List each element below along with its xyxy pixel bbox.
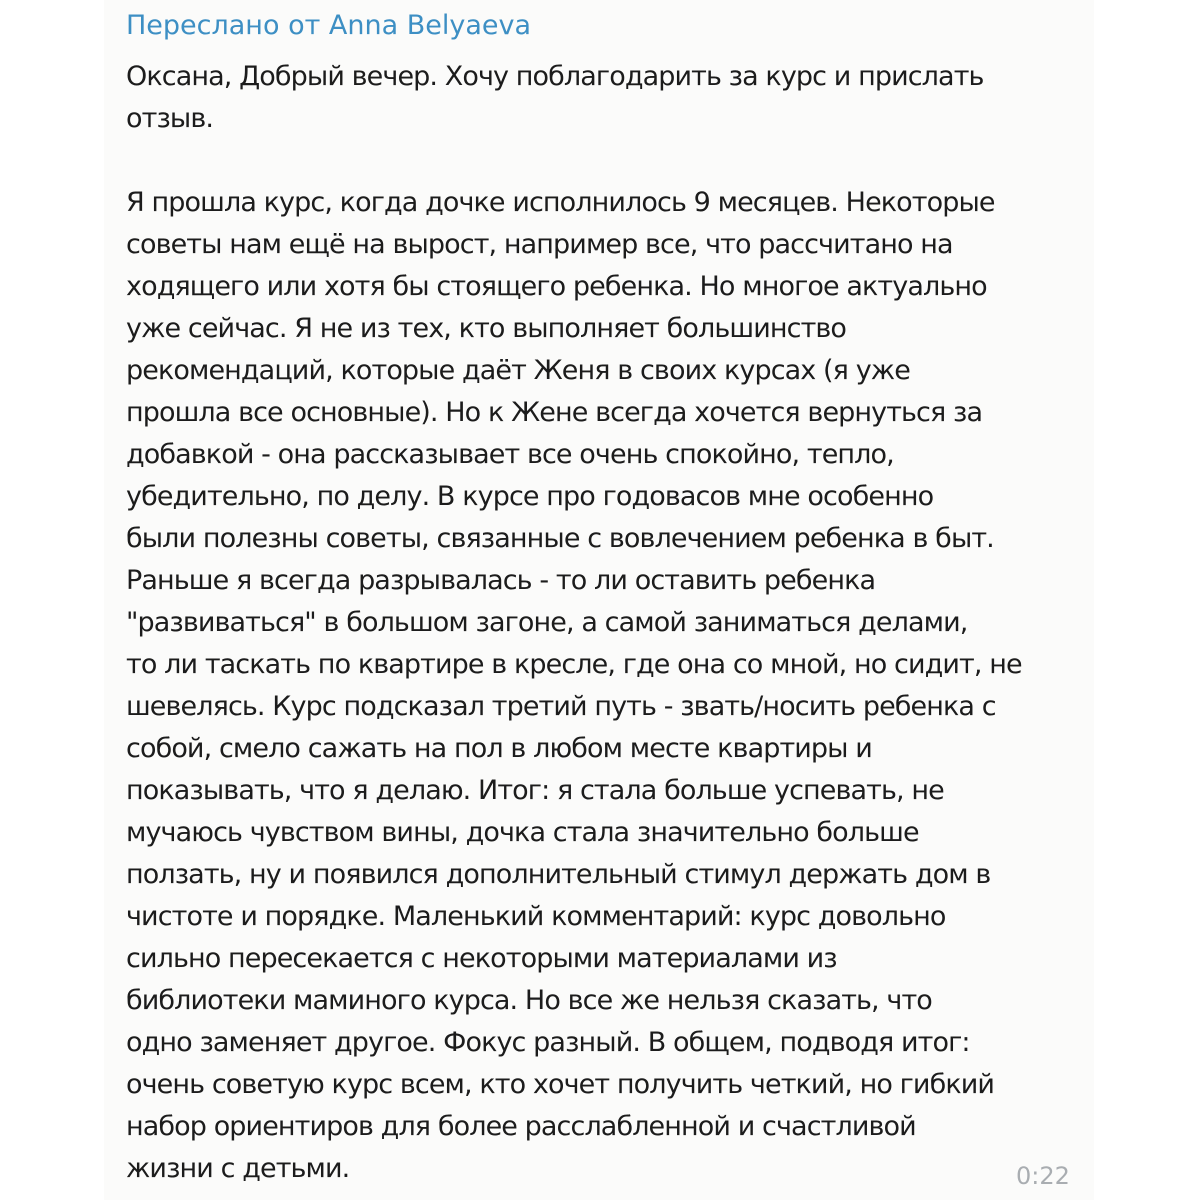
message-line: советы нам ещё на вырост, например все, что рассчитано на [126,229,953,260]
message-line: Я прошла курс, когда дочке исполнилось 9 месяцев. Некоторые [126,187,995,218]
forwarded-from-header[interactable] [126,10,531,41]
message-line: Оксана, Добрый вечер. Хочу поблагодарить за курс и прислать [126,61,984,92]
message-line: отзыв. [126,103,214,134]
message-line: "развиваться" в большом загоне, а самой заниматься делами, [126,607,968,638]
message-line: показывать, что я делаю. Итог: я стала больше успевать, не [126,775,944,806]
message-line: убедительно, по делу. В курсе про годовасов мне особенно [126,481,934,512]
message-line: рекомендаций, которые даёт Женя в своих курсах (я уже [126,355,910,386]
message-line: мучаюсь чувством вины, дочка стала значительно больше [126,817,919,848]
message-line: сильно пересекается с некоторыми материалами из [126,943,837,974]
forwarded-sender-name[interactable]: Anna Belyaeva [328,10,532,41]
message-text [126,56,1086,1190]
message-line: собой, смело сажать на пол в любом месте квартиры и [126,733,872,764]
message-line: очень советую курс всем, кто хочет получить четкий, но гибкий [126,1069,995,1100]
message-line: ходящего или хотя бы стоящего ребенка. Но многое актуально [126,271,987,302]
message-line: набор ориентиров для более расслабленной и счастливой [126,1111,916,1142]
forwarded-from-label: Переслано от [126,10,321,41]
message-line: Раньше я всегда разрывалась - то ли оставить ребенка [126,565,876,596]
message-line: ползать, ну и появился дополнительный стимул держать дом в [126,859,991,890]
message-line: добавкой - она рассказывает все очень спокойно, тепло, [126,439,894,470]
message-line: жизни с детьми. [126,1153,350,1184]
paragraph-gap [126,140,1086,182]
message-line: прошла все основные). Но к Жене всегда хочется вернуться за [126,397,983,428]
message-line: были полезны советы, связанные с вовлечением ребенка в быт. [126,523,994,554]
message-line: одно заменяет другое. Фокус разный. В общем, подводя итог: [126,1027,970,1058]
message-line: уже сейчас. Я не из тех, кто выполняет большинство [126,313,847,344]
message-line: то ли таскать по квартире в кресле, где она со мной, но сидит, не [126,649,1022,680]
message-line: чистоте и порядке. Маленький комментарий: курс довольно [126,901,946,932]
message-timestamp: 0:22 [1016,1162,1070,1190]
message-line: библиотеки маминого курса. Но все же нельзя сказать, что [126,985,932,1016]
message-line: шевелясь. Курс подсказал третий путь - звать/носить ребенка с [126,691,996,722]
